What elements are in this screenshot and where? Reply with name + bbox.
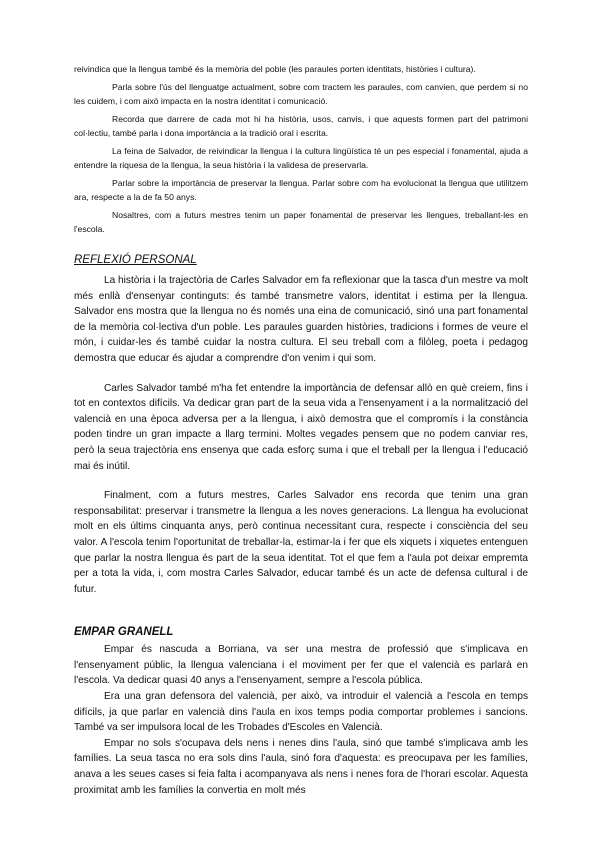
intro-paragraph: Nosaltres, com a futurs mestres tenim un paper fonamental de preservar les llengues, treballant-les en l'escola. xyxy=(74,210,528,234)
empar-paragraph: Era una gran defensora del valencià, per això, va introduir el valencià a l'escola en temps difícils, ja que parlar en valencià dins l'aula en ixos temps podia comportar problemes i sancions. També va ser impulsora local de les Trobades d'Escoles en Valencià. xyxy=(74,691,528,734)
intro-paragraph: Parla sobre l'ús del llenguatge actualment, sobre com tractem les paraules, com canvien, que perdem si no les cuidem, i com això impacta en la nostra identitat i comunicació. xyxy=(74,82,528,106)
intro-paragraph: Parlar sobre la importància de preservar la llengua. Parlar sobre com ha evolucionat la llengua que utilitzem ara, respecte a la de fa 50 anys. xyxy=(74,178,528,202)
reflexio-heading: REFLEXIÓ PERSONAL xyxy=(74,254,197,266)
intro-paragraph: reivindica que la llengua també és la memòria del poble (les paraules porten identitats, històries i cultura). xyxy=(74,64,476,74)
empar-heading: EMPAR GRANELL xyxy=(74,626,174,639)
reflexio-paragraph: Carles Salvador també m'ha fet entendre la importància de defensar allò en què creiem, fins i tot en contextos difícils. Va dedicar gran part de la seua vida a l'ensenyament i a la normalització del valencià en una època adversa per a la llengua, i això demostra que el compromís i la constància poden tindre un gran impacte a llarg termini. Moltes vegades pensem que no podem canviar res, però la seua trajectòria ens ensenya que cada esforç suma i que el treball per la llengua i l'educació mai és inútil. xyxy=(74,382,528,472)
empar-paragraph: Empar no sols s'ocupava dels nens i nenes dins l'aula, sinó que també s'implicava amb les famílies. La seua tasca no era sols dins l'aula, sinó fora d'aquesta: es preocupava per les famílies, anava a les seues cases si feia falta i acompanyava als nens i nenes fora de l'horari escolar. Aquesta proximitat amb les famílies la convertia en molt més xyxy=(74,737,528,796)
intro-paragraph: La feina de Salvador, de reivindicar la llengua i la cultura lingüística té un pes especial i fonamental, ajuda a entendre la riquesa de la llengua, la seua història i la validesa de preservarla. xyxy=(74,146,528,170)
empar-section xyxy=(74,642,528,798)
intro-section xyxy=(74,62,528,236)
intro-paragraph: Recorda que darrere de cada mot hi ha història, usos, canvis, i que aquests formen part del patrimoni col·lectiu, també parla i dona importància a la tradició oral i escrita. xyxy=(74,114,528,138)
empar-paragraph: Empar és nascuda a Borriana, va ser una mestra de professió que s'implicava en l'ensenyament públic, la llengua valenciana i el moviment per fer que el valencià es parlarà en l'escola. Va dedicar quasi 40 anys a l'ensenyament, sempre a l'escola pública. xyxy=(74,644,528,687)
reflexio-paragraph: La història i la trajectòria de Carles Salvador em fa reflexionar que la tasca d'un mestre va molt més enllà d'ensenyar continguts: és també transmetre valors, identitat i estima per la llengua. Salvador ens mostra que la llengua no és només una eina de comunicació, sinó una part fonamental de la memòria col·lectiva d'un poble. Les paraules guarden històries, tradicions i formes de veure el món, i cuidar-les és també cuidar la nostra cultura. El seu treball com a filòleg, poeta i pedagog demostra que educar és ajudar a comprendre d'on venim i qui som. xyxy=(74,275,528,364)
reflexio-paragraph: Finalment, com a futurs mestres, Carles Salvador ens recorda que tenim una gran responsabilitat: preservar i transmetre la llengua a les noves generacions. La llengua ha evolucionat molt en els últims cinquanta anys, però continua necessitant cura, respecte i consciència del seu valor. A l'escola tenim l'oportunitat de treballar-la, estimar-la i fer que els xiquets i xiquetes entenguen que parlar la nostra llengua és part de la seua identitat. Tot el que fem a l'aula pot deixar empremta per a tota la vida, i, com mostra Carles Salvador, educar també és un acte de defensa cultural i de futur. xyxy=(74,490,528,595)
reflexio-section xyxy=(74,273,528,597)
